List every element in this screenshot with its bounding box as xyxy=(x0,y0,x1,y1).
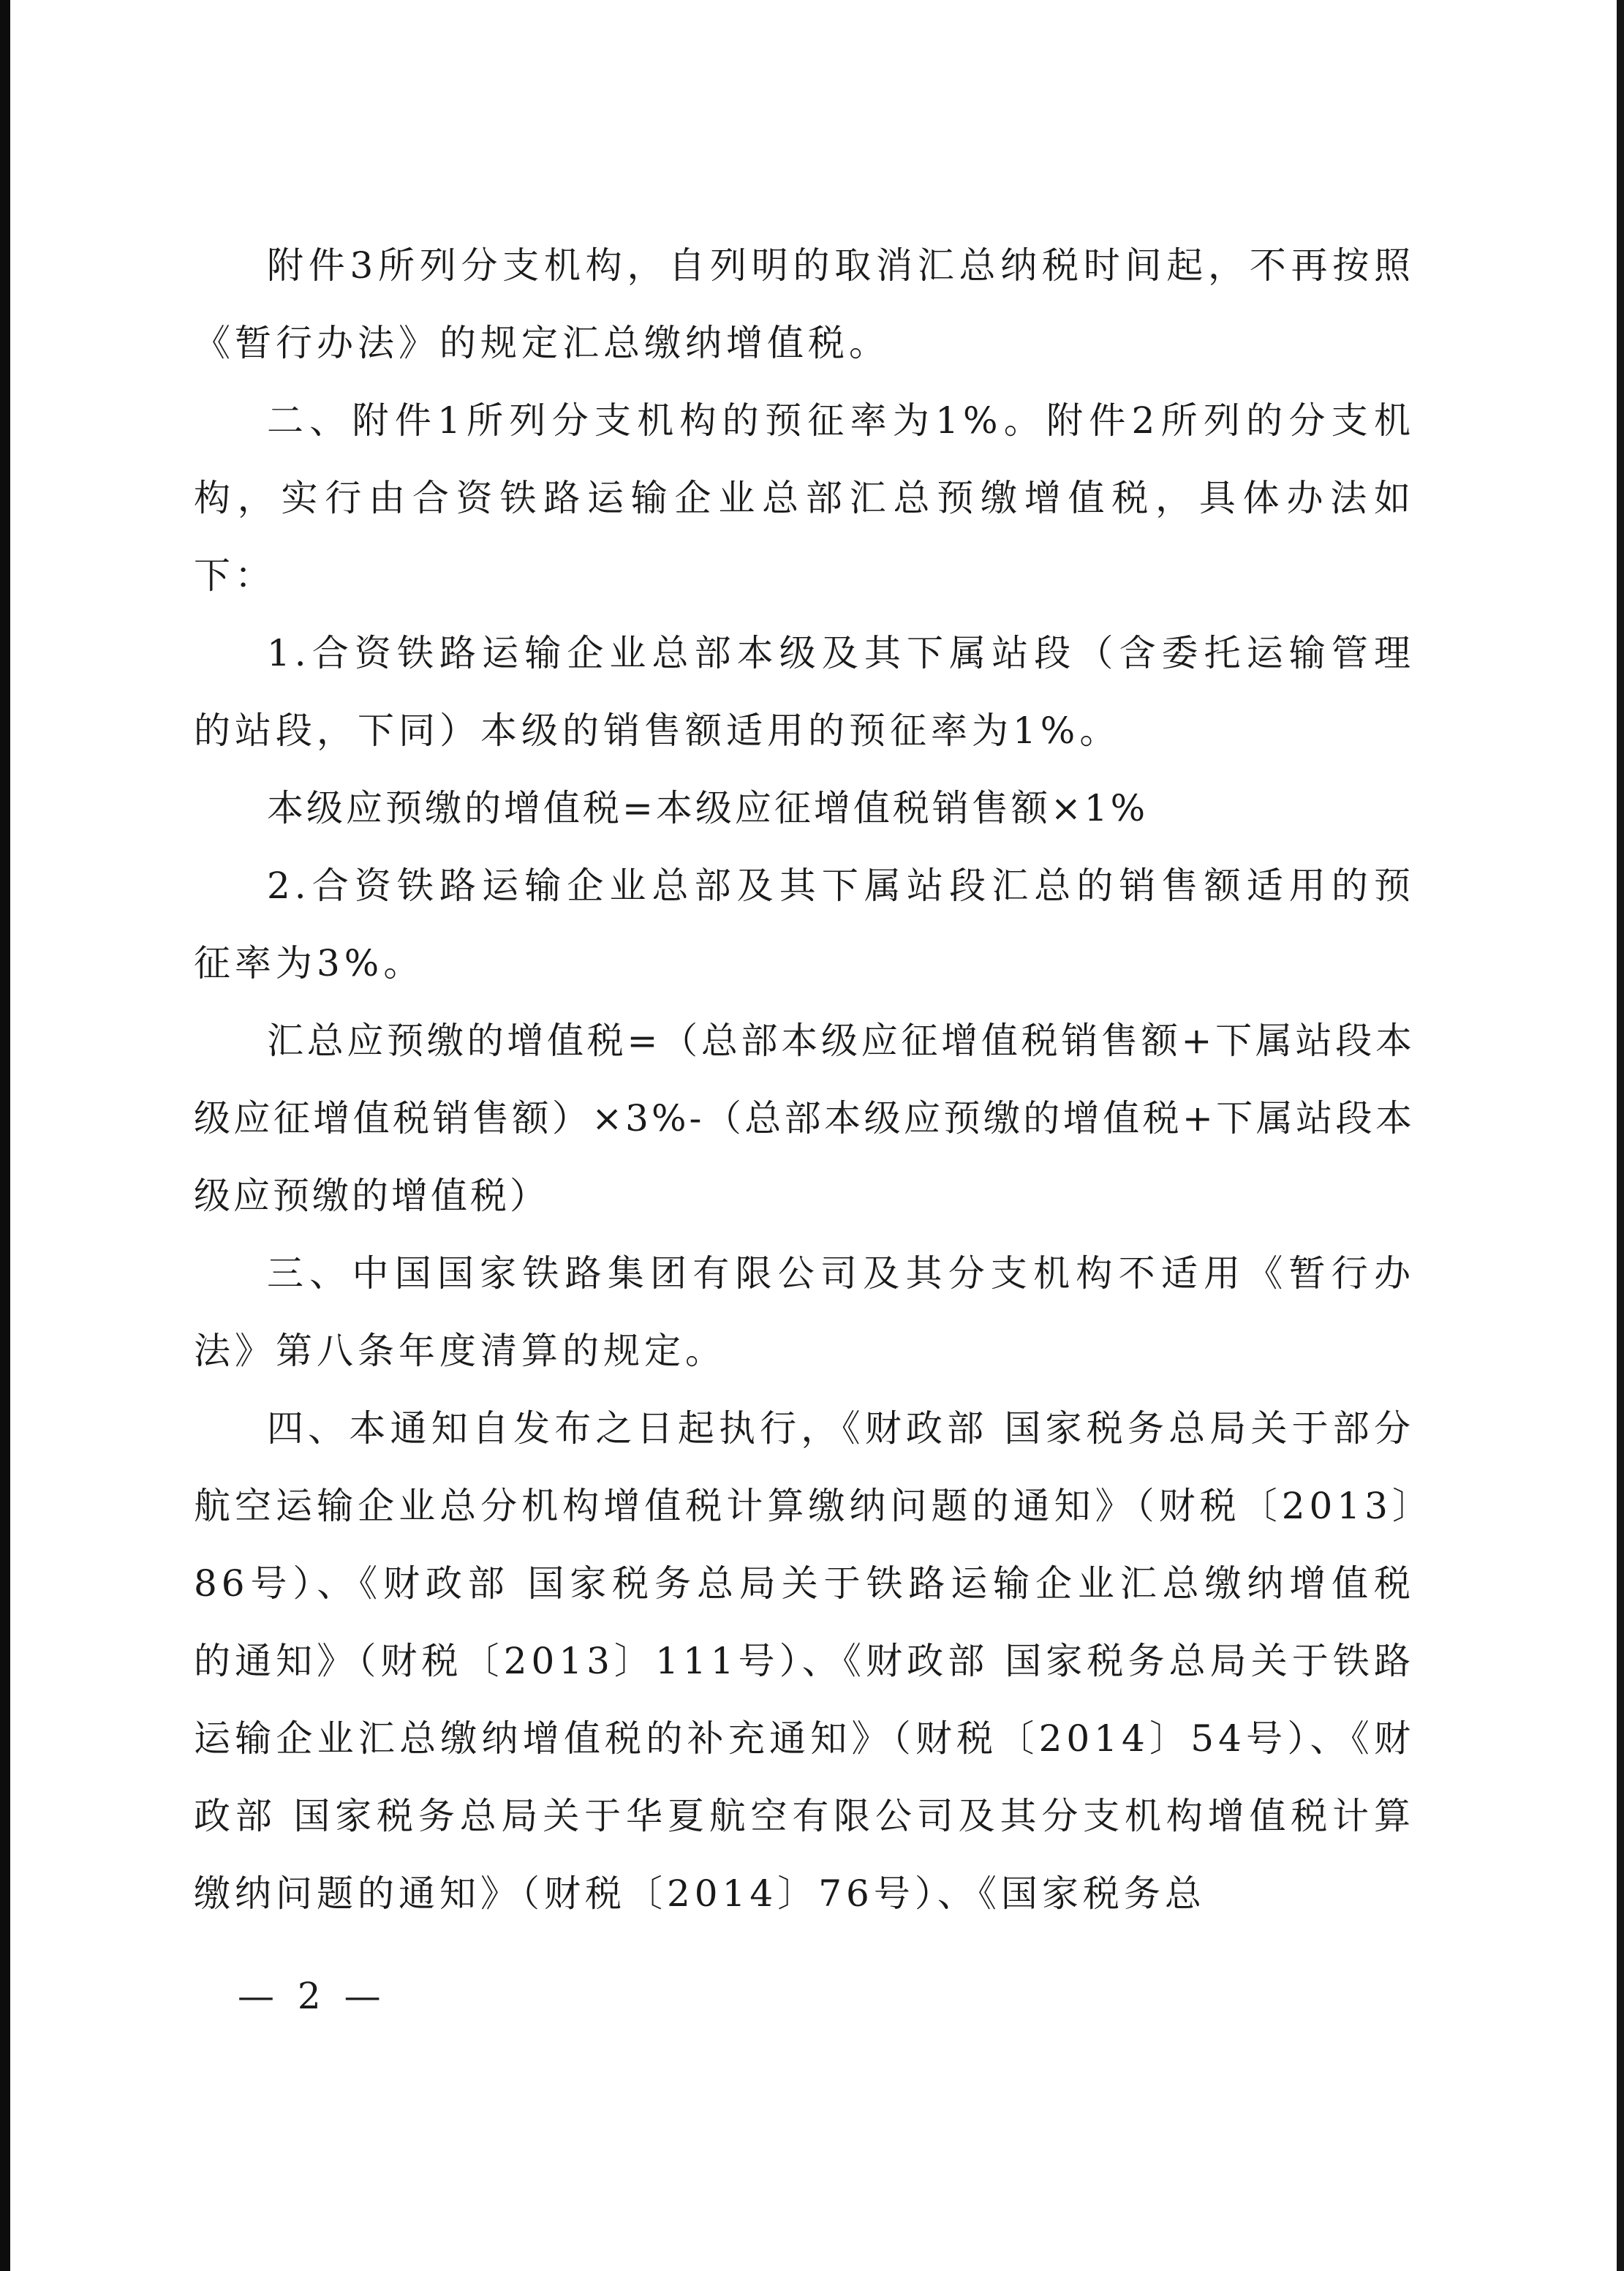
page-number: — 2 — xyxy=(238,1975,387,2017)
paragraph-section-4: 四、本通知自发布之日起执行，《财政部 国家税务总局关于部分航空运输企业总分机构增值税计算缴纳问题的通知》（财税〔2013〕86号）、《财政部 国家税务总局关于铁路运输企业汇总缴纳增值税的通知》（财税〔2013〕111号）、《财政部 国家税务总局关于铁路运输企业汇总缴纳增值税的补充通知》（财税〔2014〕54号）、《财政部 国家税务总局关于华夏航空有限公司及其分支机构增值税计算缴纳问题的通知》（财税〔2014〕76号）、《国家税务总 xyxy=(194,1407,1415,1915)
formula-local-prepay: 本级应预缴的增值税=本级应征增值税销售额×1% xyxy=(267,787,1149,829)
scan-right-edge xyxy=(1617,0,1624,2271)
paragraph-item-2: 2.合资铁路运输企业总部及其下属站段汇总的销售额适用的预征率为3%。 xyxy=(194,865,1415,984)
document-body xyxy=(194,227,1415,1932)
formula-summary-prepay: 汇总应预缴的增值税=（总部本级应征增值税销售额+下属站段本级应征增值税销售额）×3%-（总部本级应预缴的增值税+下属站段本级应预缴的增值税） xyxy=(194,1020,1415,1217)
paragraph-branch-3: 附件3所列分支机构，自列明的取消汇总纳税时间起，不再按照《暂行办法》的规定汇总缴纳增值税。 xyxy=(194,244,1415,364)
paragraph-section-3: 三、中国国家铁路集团有限公司及其分支机构不适用《暂行办法》第八条年度清算的规定。 xyxy=(194,1252,1415,1372)
paragraph-item-1: 1.合资铁路运输企业总部本级及其下属站段（含委托运输管理的站段，下同）本级的销售额适用的预征率为1%。 xyxy=(194,632,1415,752)
paragraph-section-2: 二、附件1所列分支机构的预征率为1%。附件2所列的分支机构，实行由合资铁路运输企业总部汇总预缴增值税，具体办法如下： xyxy=(194,399,1415,597)
scan-left-edge xyxy=(0,0,10,2271)
